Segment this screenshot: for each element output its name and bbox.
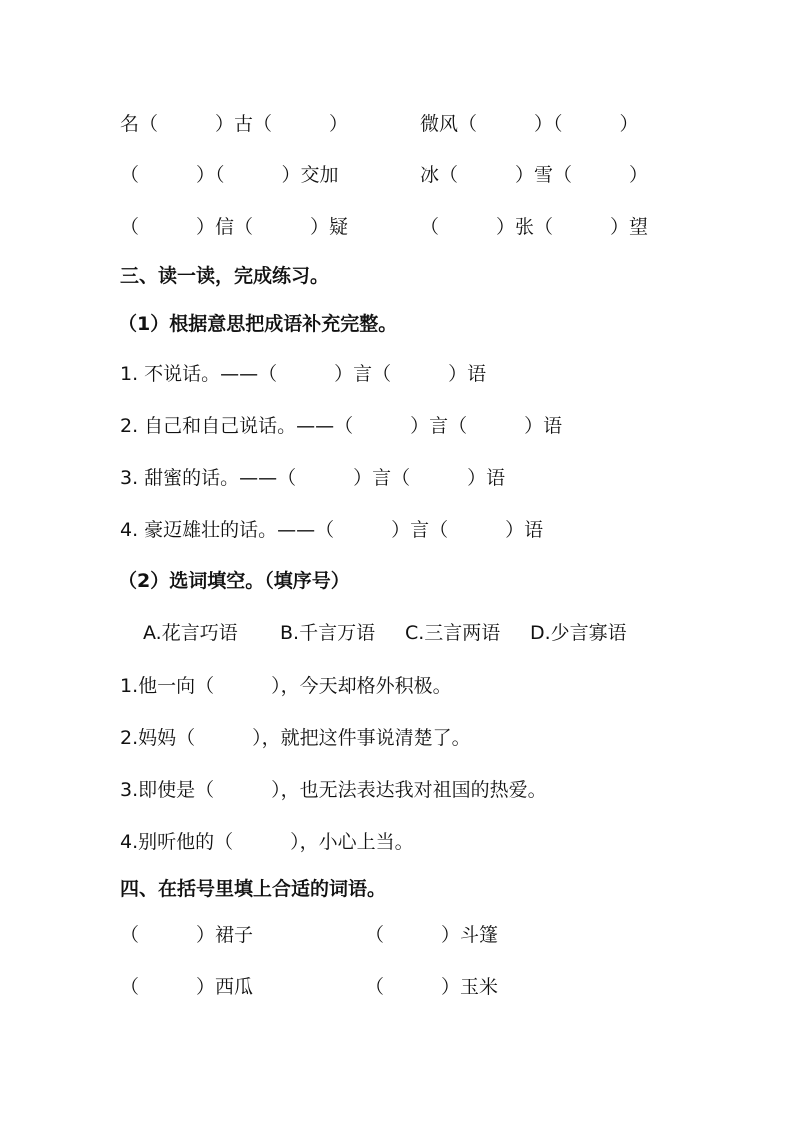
meaning-item-3: 3. 甜蜜的话。——（ ）言（ ）语 bbox=[120, 467, 506, 489]
idiom-fill-item: 冰（ ）雪（ ） bbox=[420, 164, 649, 186]
meaning-item-2: 2. 自己和自己说话。——（ ）言（ ）语 bbox=[120, 415, 563, 437]
option-c: C.三言两语 bbox=[405, 622, 501, 644]
meaning-item-4: 4. 豪迈雄壮的话。——（ ）言（ ）语 bbox=[120, 519, 544, 541]
part-1-title: （1）根据意思把成语补充完整。 bbox=[118, 313, 398, 335]
word-fill-item: （ ）西瓜 bbox=[120, 976, 254, 998]
idiom-fill-item: （ ）张（ ）望 bbox=[420, 216, 649, 238]
section-3-title: 三、读一读，完成练习。 bbox=[120, 265, 330, 287]
choice-item-4: 4.别听他的（ ），小心上当。 bbox=[120, 831, 414, 853]
idiom-fill-item: 微风（ ）（ ） bbox=[420, 113, 639, 135]
choice-item-2: 2.妈妈（ ），就把这件事说清楚了。 bbox=[120, 727, 471, 749]
choice-item-1: 1.他一向（ ），今天却格外积极。 bbox=[120, 675, 452, 697]
option-d: D.少言寡语 bbox=[530, 622, 627, 644]
idiom-fill-item: （ ）信（ ）疑 bbox=[120, 216, 349, 238]
section-4-title: 四、在括号里填上合适的词语。 bbox=[120, 878, 387, 900]
option-a: A.花言巧语 bbox=[143, 622, 238, 644]
idiom-fill-item: （ ）（ ）交加 bbox=[120, 164, 339, 186]
option-b: B.千言万语 bbox=[280, 622, 376, 644]
word-fill-item: （ ）裙子 bbox=[120, 924, 254, 946]
word-fill-item: （ ）玉米 bbox=[365, 976, 499, 998]
word-fill-item: （ ）斗篷 bbox=[365, 924, 499, 946]
choice-item-3: 3.即使是（ ），也无法表达我对祖国的热爱。 bbox=[120, 779, 547, 801]
part-2-title: （2）选词填空。（填序号） bbox=[118, 570, 350, 592]
meaning-item-1: 1. 不说话。——（ ）言（ ）语 bbox=[120, 363, 487, 385]
idiom-fill-item: 名（ ）古（ ） bbox=[120, 113, 349, 135]
